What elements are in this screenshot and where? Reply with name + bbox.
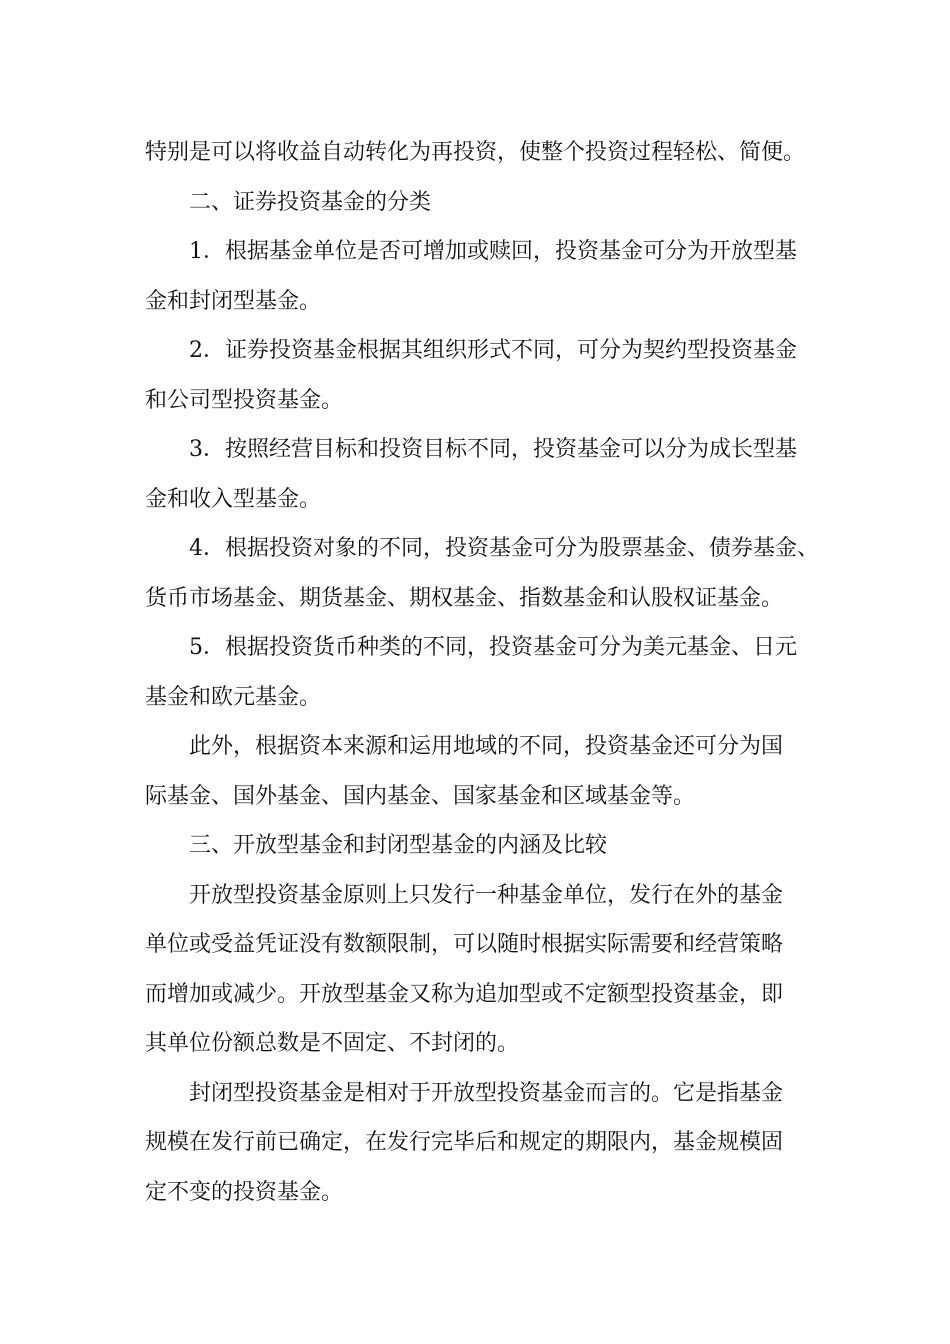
- text-line: 金和封闭型基金。: [145, 288, 322, 314]
- text-line: 金和收入型基金。: [145, 486, 322, 512]
- list-item-3: [145, 425, 825, 524]
- text-line: 开放型投资基金原则上只发行一种基金单位，发行在外的基金: [189, 882, 784, 908]
- text-line: 5．根据投资货币种类的不同，投资基金可分为美元基金、日元: [189, 635, 797, 660]
- text-line: 其单位份额总数是不固定、不封闭的。: [145, 1031, 520, 1056]
- text-line: 1．根据基金单位是否可增加或赎回，投资基金可分为开放型基: [189, 239, 797, 264]
- text-line: 际基金、国外基金、国内基金、国家基金和区域基金等。: [145, 783, 696, 809]
- text-line: 和公司型投资基金。: [145, 387, 344, 413]
- text-line: 定不变的投资基金。: [145, 1179, 344, 1205]
- paragraph-additional: [145, 722, 825, 821]
- text-line: 特别是可以将收益自动转化为再投资，使整个投资过程轻松、简便。: [145, 140, 806, 165]
- text-line: 封闭型投资基金是相对于开放型投资基金而言的。它是指基金: [189, 1080, 784, 1106]
- paragraph-closed-end-fund: [145, 1069, 825, 1218]
- list-item-4: [145, 524, 825, 623]
- text-line: 规模在发行前已确定，在发行完毕后和规定的期限内，基金规模固: [145, 1130, 784, 1155]
- section-heading-3: [145, 821, 825, 871]
- document-body: [145, 128, 825, 1217]
- text-line: 单位或受益凭证没有数额限制，可以随时根据实际需要和经营策略: [145, 932, 784, 957]
- text-line: 三、开放型基金和封闭型基金的内涵及比较: [189, 833, 608, 858]
- list-item-5: [145, 623, 825, 722]
- paragraph-open-end-fund: [145, 871, 825, 1069]
- text-line: 此外，根据资本来源和运用地域的不同，投资基金还可分为国: [189, 734, 784, 759]
- text-line: 而增加或减少。开放型基金又称为追加型或不定额型投资基金，即: [145, 981, 784, 1007]
- paragraph-continuation: [145, 128, 825, 178]
- text-line: 基金和欧元基金。: [145, 684, 322, 710]
- text-line: 4．根据投资对象的不同，投资基金可分为股票基金、债券基金、: [189, 536, 819, 561]
- list-item-1: [145, 227, 825, 326]
- list-item-2: [145, 326, 825, 425]
- text-line: 2．证券投资基金根据其组织形式不同，可分为契约型投资基金: [189, 338, 797, 363]
- section-heading-2: [145, 178, 825, 228]
- text-line: 二、证券投资基金的分类: [189, 189, 432, 215]
- text-line: 3．按照经营目标和投资目标不同，投资基金可以分为成长型基: [189, 437, 797, 462]
- text-line: 货币市场基金、期货基金、期权基金、指数基金和认股权证基金。: [145, 585, 784, 611]
